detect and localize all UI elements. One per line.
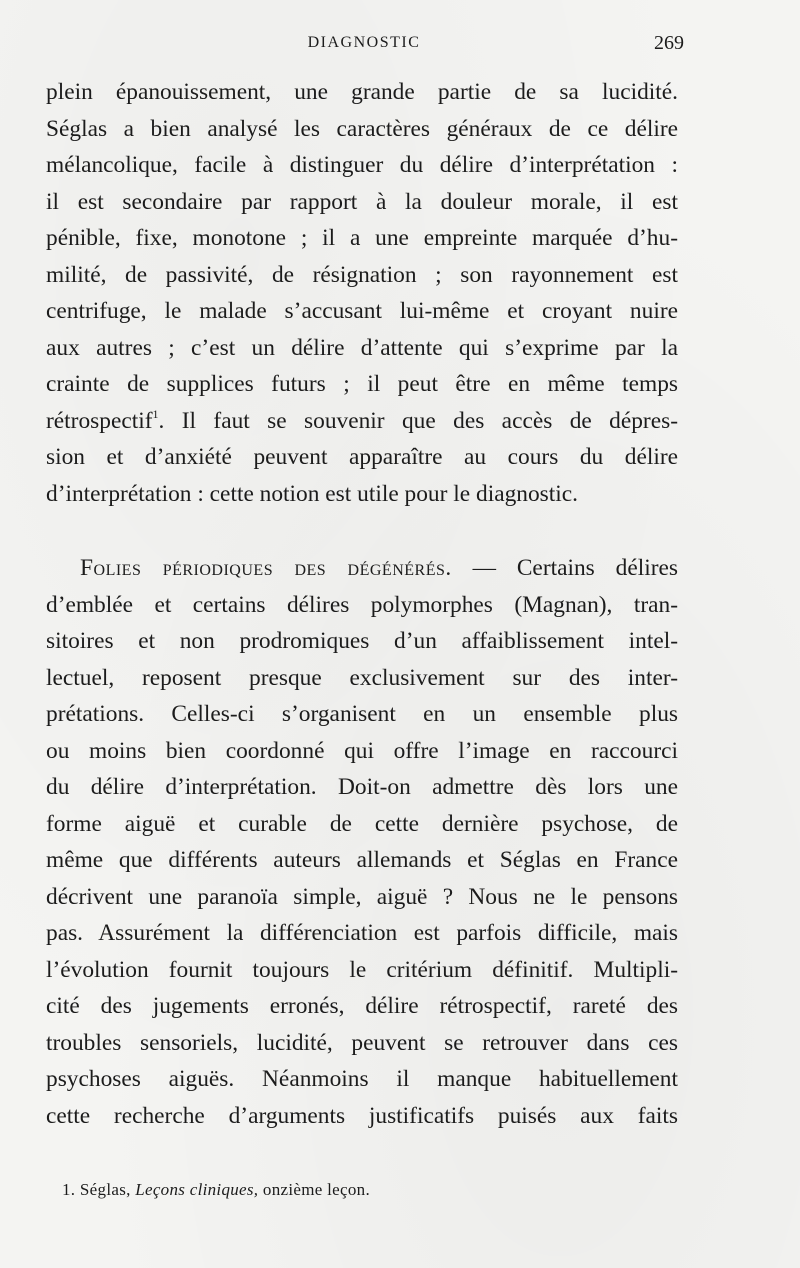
text-line: d’interprétation : cette notion est utile pour le diagnostic. — [46, 480, 578, 507]
text-line: même que différents auteurs allemands et Séglas en France — [46, 847, 678, 873]
text-line: décrivent une paranoïa simple, aiguë ? Nous ne le pensons — [46, 883, 678, 910]
text-line: lectuel, reposent presque exclusivement sur des inter- — [46, 664, 678, 691]
text-line: milité, de passivité, de résignation ; son rayonnement est — [46, 261, 678, 288]
text-line: l’évolution fournit toujours le critérium définitif. Multipli- — [46, 956, 678, 983]
footnote-title: Leçons cliniques, — [135, 1180, 259, 1199]
paragraph-gap — [46, 512, 678, 550]
text-line: ou moins bien coordonné qui offre l’image en raccourci — [46, 737, 678, 764]
text-fragment: rétrospectif — [46, 407, 153, 434]
text-line: centrifuge, le malade s’accusant lui-même et croyant nuire — [46, 298, 678, 324]
running-title: DIAGNOSTIC — [307, 34, 421, 51]
text-line: troubles sensoriels, lucidité, peuvent se retrouver dans ces — [46, 1029, 678, 1056]
text-line-with-footnote-ref — [46, 403, 678, 440]
text-line: sion et d’anxiété peuvent apparaître au cours du délire — [46, 444, 678, 470]
text-line: du délire d’interprétation. Doit-on admettre dès lors une — [46, 774, 678, 800]
text-line: aux autres ; c’est un délire d’attente qui s’exprime par la — [46, 334, 678, 361]
footnote — [62, 1180, 370, 1200]
text-line: cité des jugements erronés, délire rétrospectif, rareté des — [46, 993, 678, 1019]
page-number: 269 — [654, 32, 684, 54]
text-line: psychoses aiguës. Néanmoins il manque habituellement — [46, 1066, 678, 1092]
footnote-author: Séglas, — [79, 1180, 131, 1199]
text-line: forme aiguë et curable de cette dernière psychose, de — [46, 810, 678, 837]
section-heading: Folies périodiques des dégénérés. — [80, 555, 452, 581]
footnote-number: 1. — [62, 1180, 76, 1199]
text-line: cette recherche d’arguments justificatifs puisés aux faits — [46, 1102, 678, 1129]
text-line: mélancolique, facile à distinguer du délire d’interprétation : — [46, 152, 678, 178]
text-line: pénible, fixe, monotone ; il a une empreinte marquée d’hu- — [46, 225, 678, 251]
text-fragment: . Il faut se souvenir que des accès de dépres- — [158, 407, 678, 434]
text-line: il est secondaire par rapport à la douleur morale, il est — [46, 188, 678, 215]
text-line: prétations. Celles-ci s’organisent en un ensemble plus — [46, 701, 678, 727]
text-line: Séglas a bien analysé les caractères généraux de ce délire — [46, 115, 678, 142]
body-text — [46, 74, 678, 1134]
text-line: sitoires et non prodromiques d’un affaiblissement intel- — [46, 628, 678, 654]
section-heading-line — [46, 550, 678, 587]
footnote-reference: 1 — [152, 406, 159, 421]
footnote-rest: onzième leçon. — [262, 1180, 371, 1199]
text-line: pas. Assurément la différenciation est parfois difficile, mais — [46, 920, 678, 946]
text-line: plein épanouissement, une grande partie de sa lucidité. — [46, 79, 678, 105]
text-line: d’emblée et certains délires polymorphes (Magnan), tran- — [46, 591, 678, 618]
text-fragment: — Certains délires — [451, 555, 678, 581]
page-header — [48, 32, 684, 58]
text-line: crainte de supplices futurs ; il peut être en même temps — [46, 371, 678, 397]
